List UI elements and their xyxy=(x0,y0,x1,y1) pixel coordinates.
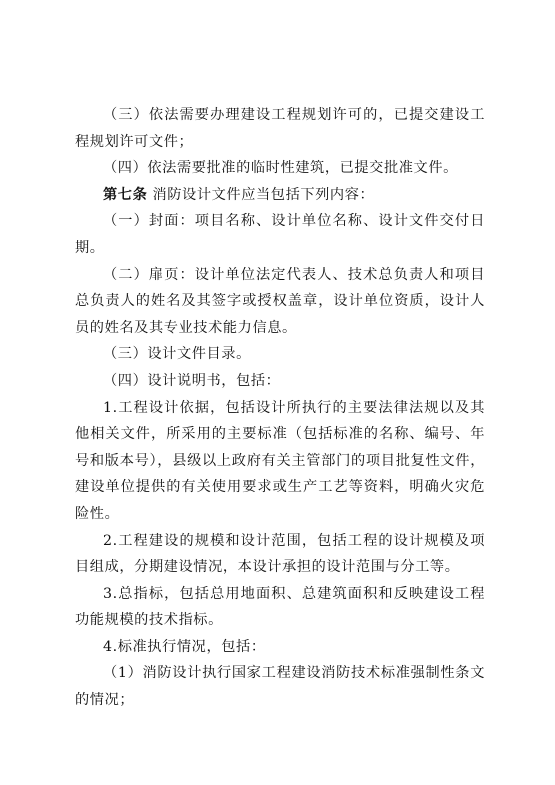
paragraph-text: （二）扉页：设计单位法定代表人、技术总负责人和项目总负责人的姓名及其签字或授权盖章，设计单位资质，设计人员的姓名及其专业技术能力信息。 xyxy=(75,266,485,336)
paragraph-text: 2.工程建设的规模和设计范围，包括工程的设计规模及项目组成，分期建设情况，本设计承担的设计范围与分工等。 xyxy=(75,532,485,576)
paragraph-text: 消防设计文件应当包括下列内容： xyxy=(147,186,375,203)
paragraph xyxy=(75,395,485,528)
article-heading-paragraph xyxy=(75,182,485,209)
paragraph-text: 4.标准执行情况，包括： xyxy=(103,638,266,655)
paragraph-text: 3.总指标，包括总用地面积、总建筑面积和反映建设工程功能规模的技术指标。 xyxy=(75,585,485,629)
article-number: 第七条 xyxy=(103,186,148,203)
paragraph-text: （四）依法需要批准的临时性建筑，已提交批准文件。 xyxy=(103,160,458,177)
paragraph xyxy=(75,208,485,261)
paragraph xyxy=(75,341,485,368)
paragraph xyxy=(75,581,485,634)
paragraph xyxy=(75,155,485,182)
paragraph-text: （1）消防设计执行国家工程建设消防技术标准强制性条文的情况； xyxy=(75,665,485,709)
paragraph-text: （四）设计说明书，包括： xyxy=(103,372,281,389)
paragraph-text: （三）依法需要办理建设工程规划许可的，已提交建设工程规划许可文件； xyxy=(75,107,485,150)
paragraph-text: （一）封面：项目名称、设计单位名称、设计文件交付日期。 xyxy=(75,213,485,256)
paragraph xyxy=(75,528,485,581)
document-body xyxy=(75,102,485,714)
paragraph-text: （三）设计文件目录。 xyxy=(103,346,251,363)
paragraph xyxy=(75,262,485,342)
paragraph xyxy=(75,634,485,661)
paragraph xyxy=(75,368,485,395)
paragraph xyxy=(75,660,485,713)
paragraph xyxy=(75,102,485,155)
paragraph-text: 1.工程设计依据，包括设计所执行的主要法律法规以及其他相关文件，所采用的主要标准（包括标准的名称、编号、年号和版本号），县级以上政府有关主管部门的项目批复性文件，建设单位提供的有关使用要求或生产工艺等资料，明确火灾危险性。 xyxy=(75,399,485,522)
